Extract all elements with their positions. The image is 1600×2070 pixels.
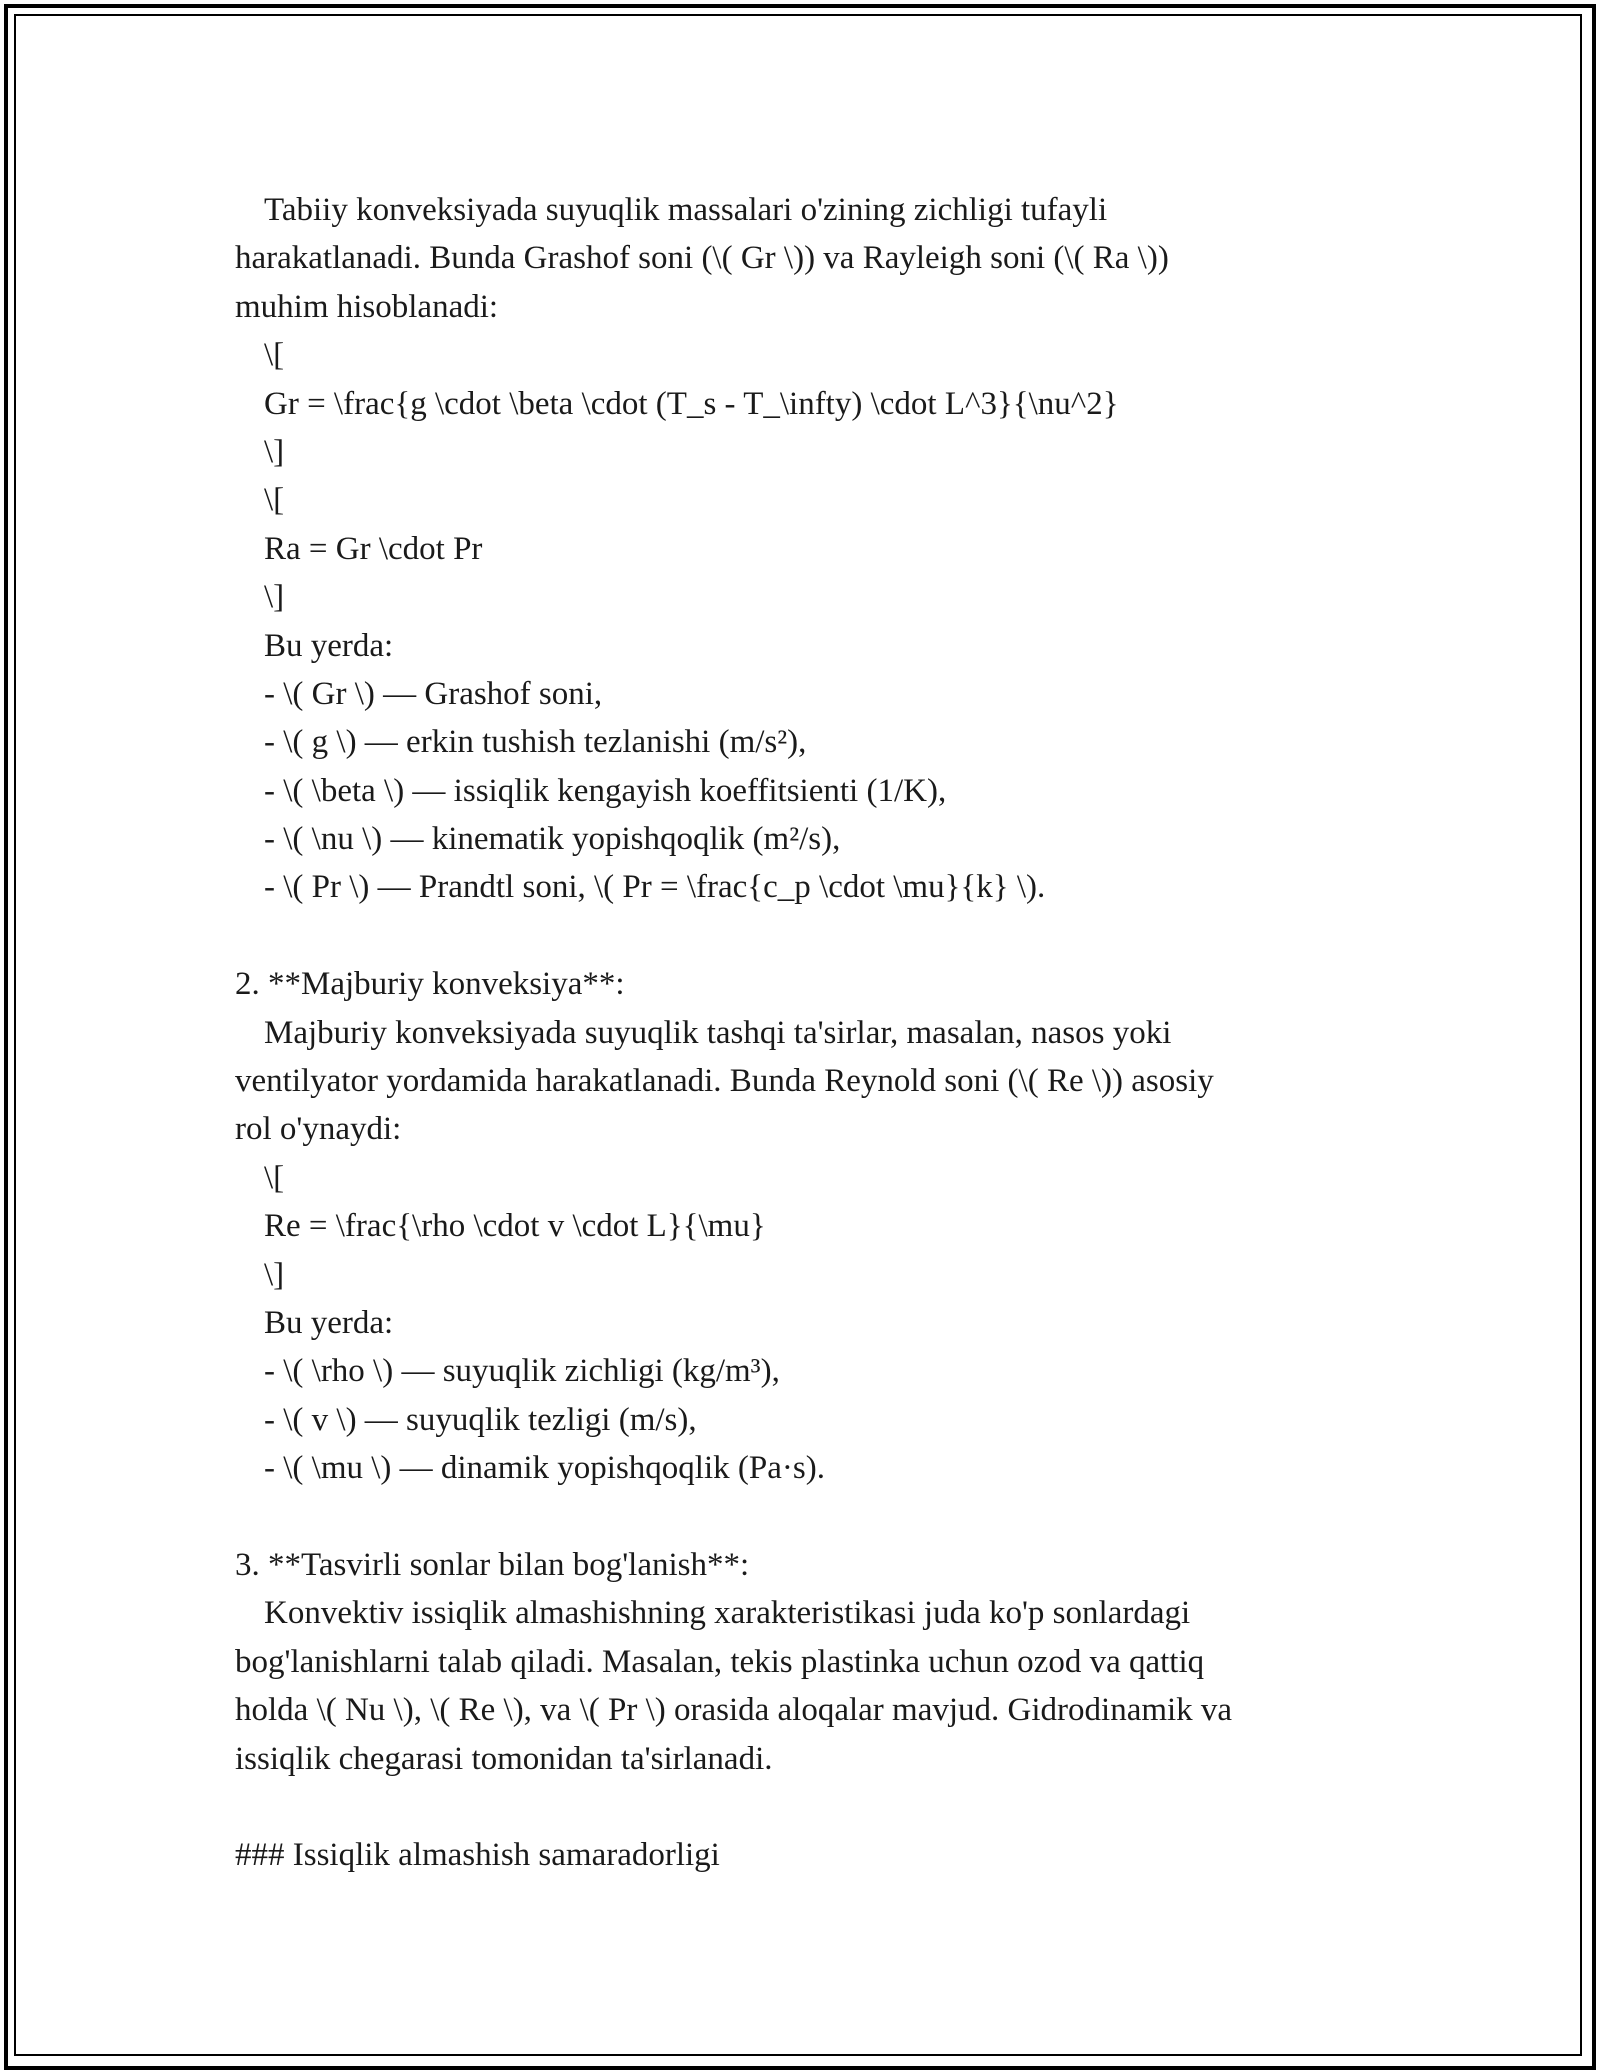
forced-paragraph-line: rol o'ynaydi: xyxy=(235,1111,402,1148)
dimensionless-paragraph-line: holda \( Nu \), \( Re \), va \( Pr \) orasida aloqalar mavjud. Gidrodinamik va xyxy=(235,1692,1233,1729)
formula-re-open: \[ xyxy=(264,1159,285,1196)
formula-re: Re = \frac{\rho \cdot v \cdot L}{\mu} xyxy=(264,1208,766,1245)
formula-ra-open: \[ xyxy=(264,482,285,519)
definition-item: - \( \nu \) — kinematik yopishqoqlik (m²/s), xyxy=(264,821,841,858)
blank-line xyxy=(235,912,1365,960)
forced-paragraph-line: ventilyator yordamida harakatlanadi. Bunda Reynold soni (\( Re \)) asosiy xyxy=(235,1063,1214,1100)
natural-paragraph-line: muhim hisoblanadi: xyxy=(235,288,499,325)
where-label: Bu yerda: xyxy=(264,627,394,664)
formula-ra-close: \] xyxy=(264,579,285,616)
blank-line xyxy=(235,1783,1365,1831)
definition-item: - \( Pr \) — Prandtl soni, \( Pr = \frac{c_p \cdot \mu}{k} \). xyxy=(264,869,1046,906)
definition-item: - \( g \) — erkin tushish tezlanishi (m/s²), xyxy=(264,724,807,761)
document-body xyxy=(235,186,1365,1880)
formula-gr-close: \] xyxy=(264,433,285,470)
definition-item: - \( \beta \) — issiqlik kengayish koeffitsienti (1/K), xyxy=(264,772,947,809)
forced-paragraph-line: Majburiy konveksiyada suyuqlik tashqi ta'sirlar, masalan, nasos yoki xyxy=(264,1014,1172,1051)
natural-paragraph-line: Tabiiy konveksiyada suyuqlik massalari o'zining zichligi tufayli xyxy=(264,192,1108,228)
dimensionless-paragraph-line: bog'lanishlarni talab qiladi. Masalan, tekis plastinka uchun ozod va qattiq xyxy=(235,1643,1205,1680)
section-heading: 3. **Tasvirli sonlar bilan bog'lanish**: xyxy=(235,1546,750,1583)
definition-item: - \( Gr \) — Grashof soni, xyxy=(264,675,603,712)
definition-item: - \( v \) — suyuqlik tezligi (m/s), xyxy=(264,1401,697,1438)
section-heading: 2. **Majburiy konveksiya**: xyxy=(235,966,625,1003)
natural-paragraph-line: harakatlanadi. Bunda Grashof soni (\( Gr \)) va Rayleigh soni (\( Ra \)) xyxy=(235,240,1169,277)
dimensionless-paragraph-line: issiqlik chegarasi tomonidan ta'sirlanadi. xyxy=(235,1740,773,1777)
formula-gr-open: \[ xyxy=(264,337,285,374)
where-label: Bu yerda: xyxy=(264,1304,394,1341)
definition-item: - \( \mu \) — dinamik yopishqoqlik (Pa·s). xyxy=(264,1450,825,1487)
formula-re-close: \] xyxy=(264,1256,285,1293)
blank-line xyxy=(235,1493,1365,1541)
dimensionless-paragraph-line: Konvektiv issiqlik almashishning xarakteristikasi juda ko'p sonlardagi xyxy=(264,1595,1191,1632)
definition-item: - \( \rho \) — suyuqlik zichligi (kg/m³), xyxy=(264,1353,780,1390)
formula-ra: Ra = Gr \cdot Pr xyxy=(264,530,483,567)
formula-gr: Gr = \frac{g \cdot \beta \cdot (T_s - T_\infty) \cdot L^3}{\nu^2} xyxy=(264,385,1119,422)
section-heading: ### Issiqlik almashish samaradorligi xyxy=(235,1837,720,1874)
